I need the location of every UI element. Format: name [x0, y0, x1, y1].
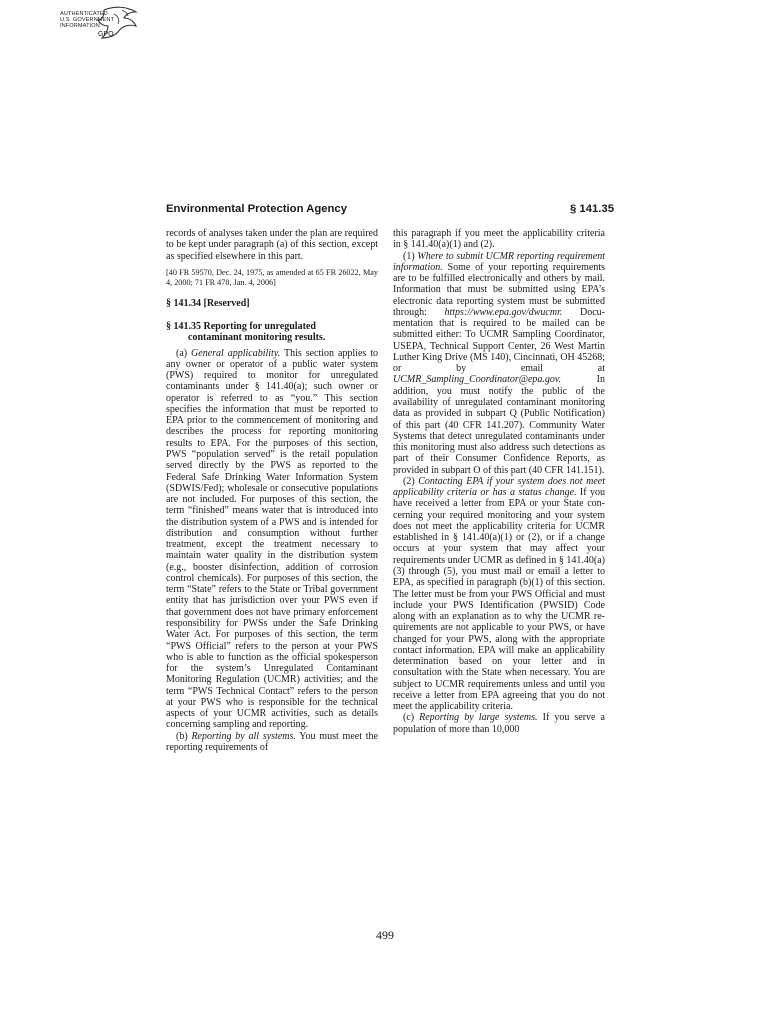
section-heading-141-35-line2: contaminant monitoring results.	[188, 332, 326, 344]
ucmr-url[interactable]: https://www.epa.gov/dwucmr.	[444, 306, 563, 318]
paragraph-c: (c) Reporting by large systems. If you serve a population of more than 10,000	[393, 712, 605, 735]
ucmr-email[interactable]: UCMR_Sampling_Coordinator@epa.gov.	[393, 374, 562, 386]
paragraph-a: (a) General applicability. This section applies to any owner or operator of a public water system (PWS) required to monitor for unregulated contaminants under § 141.40(a); such owner or operator is referred to as “you.” This section specifies the information that must be reported to EPA prior to the commencement of monitoring and describes the process for reporting monitoring results to EPA. For the purposes of this section, PWS “population served” is the retail population served directly by the PWS as reported to the Federal Safe Drinking Water Information System (SDWIS/Fed); wholesale or consecutive populations are not included. For purposes of this section, the term “finished” means water that is introduced into the distribution system of a PWS and is intended for distribution and consumption without further treatment, except the treatment necessary to maintain water quality in the distribution system (e.g., booster disinfection, addition of corrosion control chemicals). For purposes of this section, the term “State” refers to the State or Tribal government entity that has jurisdiction over your PWS even if that government does not have primary enforcement responsibility for PWSs under the Safe Drinking Water Act. For purposes of this section, the term “PWS Official” refers to the person at your PWS who is able to function as the official spokesperson for the system’s Unregulated Contaminant Monitoring Regulation (UCMR) activities; and the term “PWS Technical Contact” refers to the person at your PWS who is responsible for the technical aspects of your UCMR activities, such as details concerning sampling and reporting.	[166, 347, 378, 731]
logo-line-2: U.S. GOVERNMENT	[60, 17, 115, 23]
agency-name: Environmental Protection Agency	[166, 203, 347, 215]
section-heading-141-35: § 141.35 Reporting for unregulated	[166, 321, 316, 333]
page-number: 499	[376, 928, 394, 942]
section-number: § 141.35	[570, 203, 614, 215]
paragraph-b: (b) Reporting by all systems. You must meet the reporting requirements of	[166, 730, 378, 753]
section-heading-141-34: § 141.34 [Reserved]	[166, 297, 250, 309]
left-continuation-paragraph: records of analyses taken under the plan are required to be kept under paragraph (a) of this section, except as specified elsewhere in this part.	[166, 228, 378, 262]
logo-gpo-mark: GPO	[98, 31, 114, 38]
logo-line-3: INFORMATION	[60, 23, 100, 29]
running-head	[166, 203, 614, 219]
paragraph-b-2: (2) Contacting EPA if your system does not meet applicability criteria or has a status change. If you have received a letter from EPA or your State concerning your required monitoring and your system does not meet the applicability criteria for UCMR established in § 141.40(a)(1) or (2), or if a change occurs at your system that may affect your requirements under UCMR as defined in § 141.40(a)(3) through (5), you must mail or email a letter to EPA, as specified in paragraph (b)(1) of this section. The letter must be from your PWS Official and must include your PWS Identification (PWSID) Code along with an explanation as to why the UCMR requirements are not applicable to your PWS, or have changed for your PWS, along with the appropriate contact information. EPA will make an applicability determination based on your letter and in consultation with the State when necessary. You are subject to UCMR requirements unless and until you receive a letter from EPA agreeing that you do not meet the applicability criteria.	[393, 475, 605, 713]
source-note: [40 FR 59570, Dec. 24, 1975, as amended at 65 FR 26022, May 4, 2000; 71 FR 478, Jan. 4, 2006]	[166, 267, 378, 288]
paragraph-b-title: Reporting by all systems.	[191, 730, 296, 742]
paragraph-a-title: General applicability.	[191, 347, 281, 359]
right-column	[393, 228, 605, 735]
paragraph-b-1: (1) Where to submit UCMR reporting requirement information. Some of your reporting requirements are to be fulfilled electronically and others by mail. Information that must be submitted using EPA’s electronic data reporting system must be submitted through: https://www.epa.gov/dwucmr. Documentation that is required to be mailed can be submitted either: To UCMR Sampling Coordinator, USEPA, Technical Support Center, 26 West Martin Luther King Drive (MS 140), Cincinnati, OH 45268; or by email at UCMR_Sampling_Coordinator@epa.gov. In addition, you must notify the public of the availability of unregulated contaminant monitoring data as provided in subpart Q (Public Notification) of this part (40 CFR 141.207). Community Water Systems that detect unregulated contaminants under this monitoring must also address such detections as part of their Consumer Confidence Reports, as provided in subpart O of this part (40 CFR 141.151).	[393, 250, 605, 476]
paragraph-b-1-title: Where to submit UCMR reporting requirement information.	[393, 250, 605, 273]
logo-line-1: AUTHENTICATED	[60, 11, 108, 17]
left-column	[166, 228, 378, 753]
right-continuation-paragraph: this paragraph if you meet the applicability criteria in § 141.40(a)(1) and (2).	[393, 228, 605, 251]
paragraph-b-2-title: Contacting EPA if your system does not meet applicability criteria or has a status change.	[393, 475, 605, 499]
gpo-authentication-logo	[56, 4, 146, 46]
paragraph-c-title: Reporting by large systems.	[419, 712, 538, 724]
